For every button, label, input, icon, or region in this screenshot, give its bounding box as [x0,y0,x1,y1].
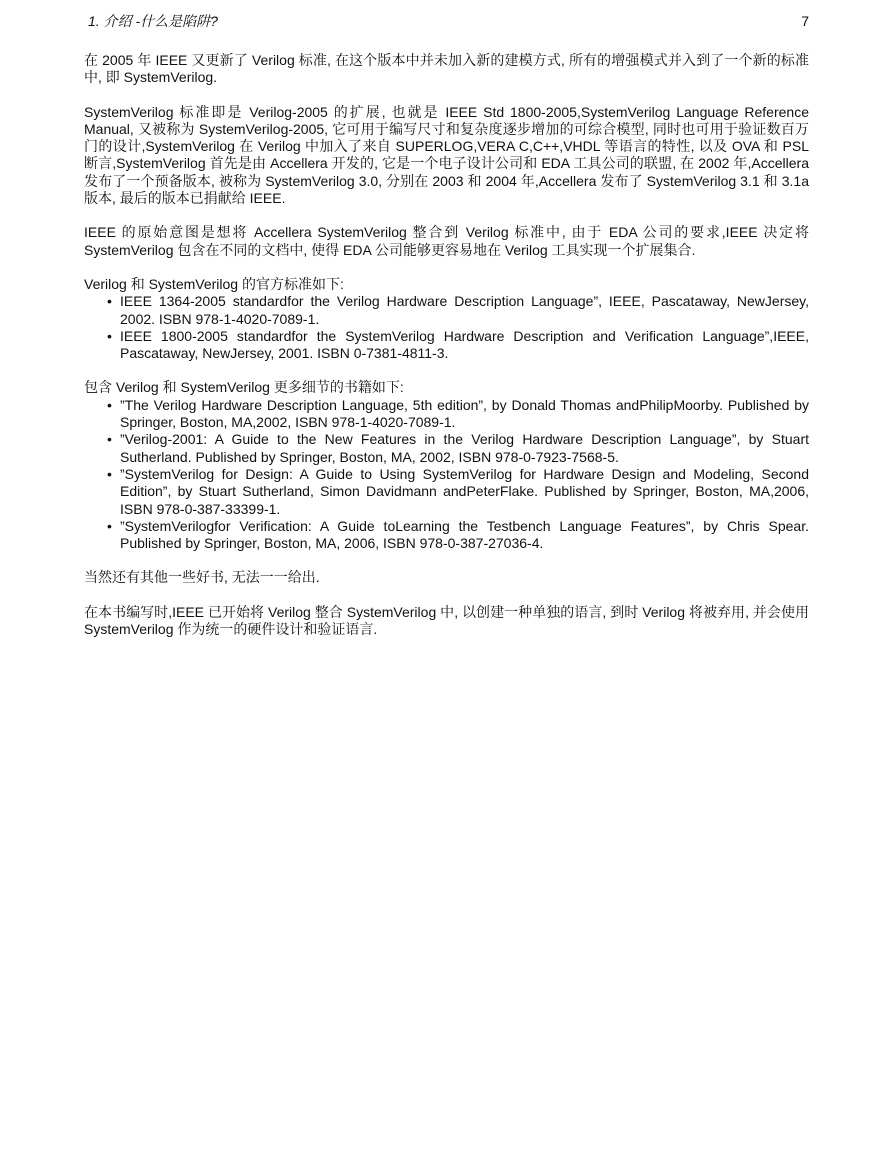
list-item: • IEEE 1800-2005 standardfor the SystemVerilog Hardware Description and Verification Language”,IEEE, Pascataway, NewJersey, 2001. ISBN 0-7381-4811-3. [120,328,809,363]
standards-intro: Verilog 和 SystemVerilog 的官方标准如下: [84,275,344,292]
list-item: • ”Verilog-2001: A Guide to the New Features in the Verilog Hardware Description Language”, by Stuart Sutherland. Published by Springer, Boston, MA, 2002, ISBN 978-0-7923-7568-5. [120,431,809,466]
standards-list [84,293,809,362]
paragraph: 当然还有其他一些好书, 无法一一给出. [84,569,320,586]
list-item: • ”The Verilog Hardware Description Language, 5th edition”, by Donald Thomas andPhilipMoorby. Published by Springer, Boston, MA,2002, ISBN 978-1-4020-7089-1. [120,397,809,432]
paragraph: 在 2005 年 IEEE 又更新了 Verilog 标准, 在这个版本中并未加入新的建模方式, 所有的增强模式并入到了一个新的标准中, 即 SystemVerilog. [84,52,809,86]
running-header [84,10,809,32]
paragraph: 在本书编写时,IEEE 已开始将 Verilog 整合 SystemVerilog 中, 以创建一种单独的语言, 到时 Verilog 将被弃用, 并会使用 SystemVerilog 作为统一的硬件设计和验证语言. [84,603,809,638]
page-number: 7 [801,13,809,29]
chapter-title: 1. 介绍 -什么是陷阱? [88,13,218,29]
list-item: • IEEE 1364-2005 standardfor the Verilog Hardware Description Language”, IEEE, Pascataway, NewJersey, 2002. ISBN 978-1-4020-7089-1. [120,293,809,328]
books-list [84,397,809,553]
books-intro: 包含 Verilog 和 SystemVerilog 更多细节的书籍如下: [84,379,404,396]
paragraph: IEEE 的原始意图是想将 Accellera SystemVerilog 整合到 Verilog 标准中, 由于 EDA 公司的要求,IEEE 决定将 SystemVerilog 包含在不同的文档中, 使得 EDA 公司能够更容易地在 Verilog 工具实现一个扩展集合. [84,224,809,258]
document-body [84,52,809,638]
paragraph: SystemVerilog 标准即是 Verilog-2005 的扩展, 也就是 IEEE Std 1800-2005,SystemVerilog Language Reference Manual, 又被称为 SystemVerilog-2005, 它可用于编写尺寸和复杂度逐步增加的可综合模型, 同时也可用于验证数百万门的设计,SystemVerilog 在 Verilog 中加入了来自 SUPERLOG,VERA C,C++,VHDL 等语言的特性, 以及 OVA 和 PSL 断言,SystemVerilog 首先是由 Accellera 开发的, 它是一个电子设计公司和 EDA 工具公司的联盟, 在 2002 年,Accellera 发布了一个预备版本, 被称为 SystemVerilog 3.0, 分别在 2003 和 2004 年,Accellera 发布了 SystemVerilog 3.1 和 3.1a 版本, 最后的版本已捐献给 IEEE. [84,103,809,207]
list-item: • ”SystemVerilog for Design: A Guide to Using SystemVerilog for Hardware Design and Modeling, Second Edition”, by Stuart Sutherland, Simon Davidmann andPeterFlake. Published by Springer, Boston, MA,2006, ISBN 978-0-387-33399-1. [120,466,809,518]
document-page [84,10,809,655]
list-item: • ”SystemVerilogfor Verification: A Guide toLearning the Testbench Language Features”, by Chris Spear. Published by Springer, Boston, MA, 2006, ISBN 978-0-387-27036-4. [120,518,809,553]
